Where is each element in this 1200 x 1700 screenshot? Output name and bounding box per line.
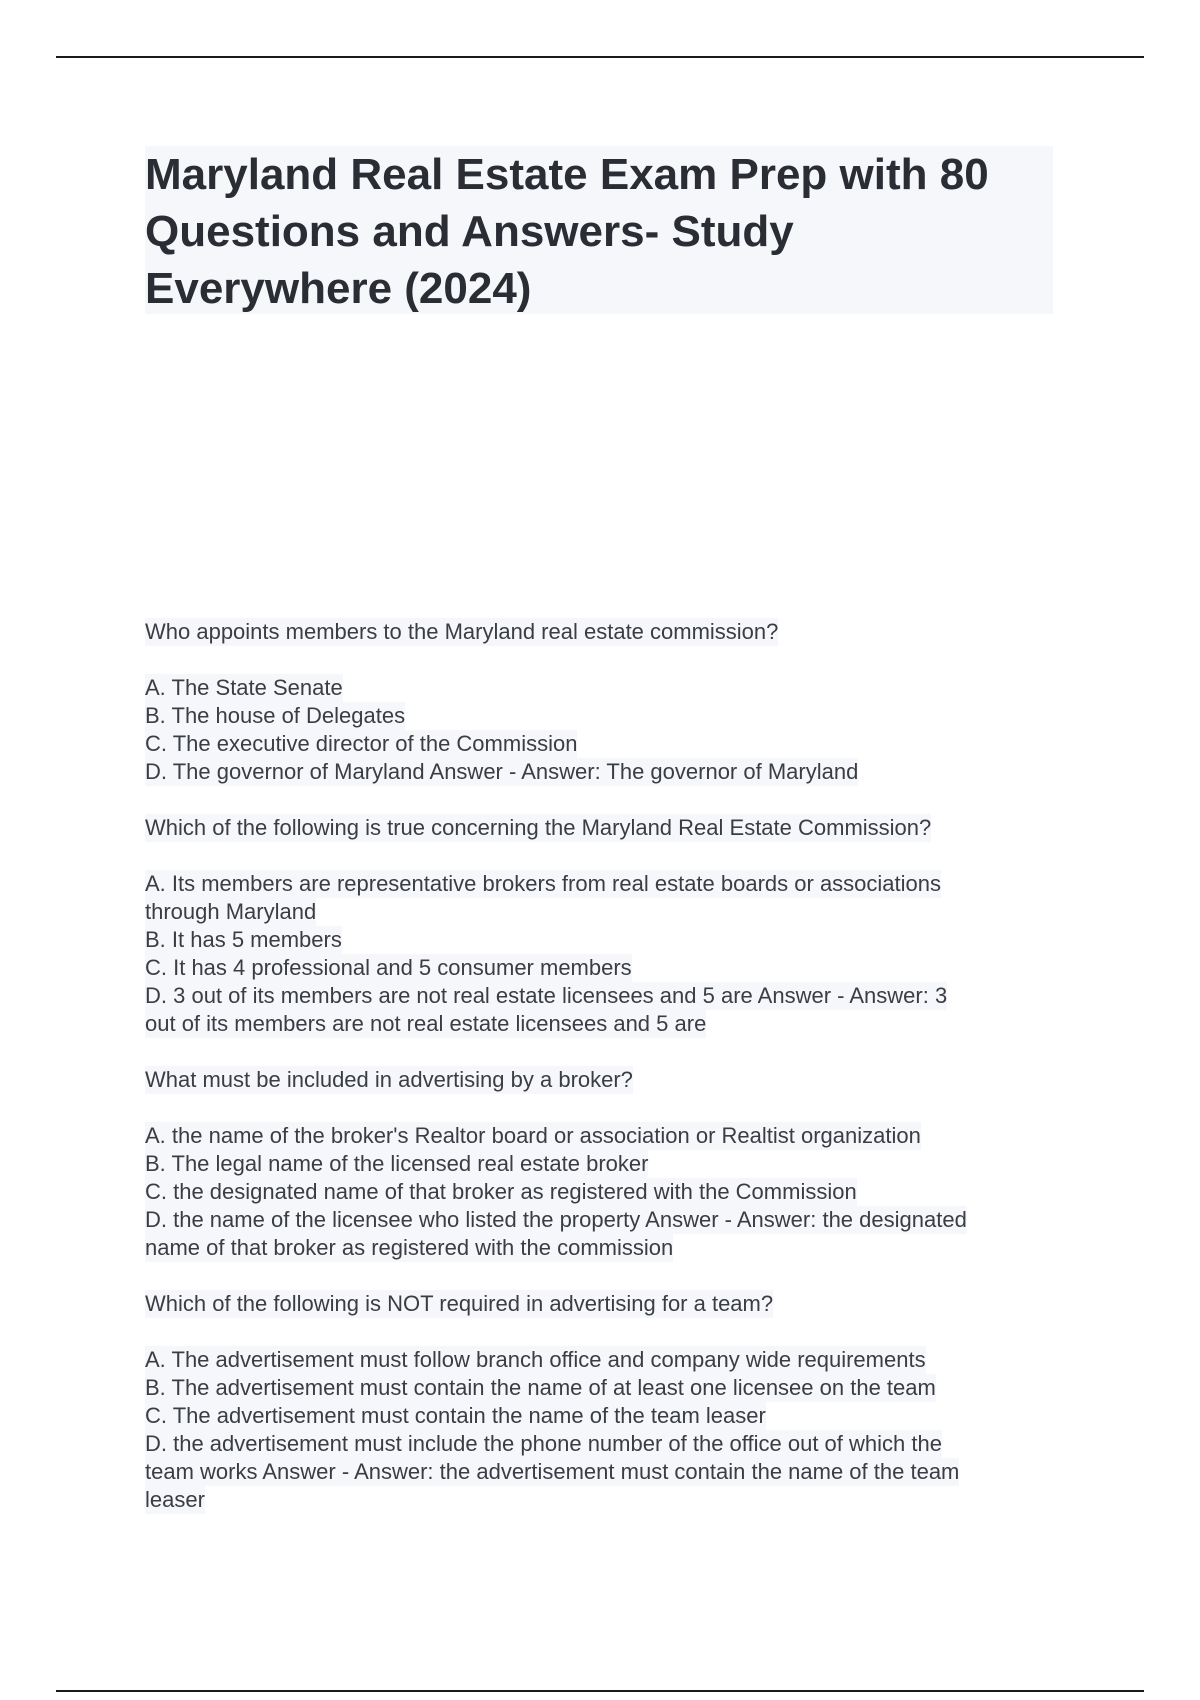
question-line: What must be included in advertising by a broker? (145, 1067, 633, 1092)
option-b: B. The house of Delegates (145, 703, 406, 728)
option-b: B. It has 5 members (145, 927, 342, 952)
question-text (145, 1066, 1057, 1094)
option-d: D. 3 out of its members are not real estate licensees and 5 are Answer - Answer: 3 (145, 983, 948, 1008)
question-block-1 (145, 618, 1057, 786)
document-title: Maryland Real Estate Exam Prep with 80 Questions and Answers- Study Everywhere (2024) (145, 146, 1053, 314)
option-d-continued: name of that broker as registered with the commission (145, 1235, 674, 1260)
option-d-continued: out of its members are not real estate licensees and 5 are (145, 1011, 707, 1036)
option-d: D. The governor of Maryland Answer - Answer: The governor of Maryland (145, 759, 859, 784)
option-a: A. The State Senate (145, 675, 343, 700)
option-d-continued: leaser (145, 1487, 205, 1512)
document-body (145, 146, 1057, 1514)
question-text (145, 618, 1057, 646)
question-line: Who appoints members to the Maryland real estate commission? (145, 619, 779, 644)
option-a: A. the name of the broker's Realtor board or association or Realtist organization (145, 1123, 921, 1148)
option-a-continued: through Maryland (145, 899, 317, 924)
option-d-continued: team works Answer - Answer: the advertisement must contain the name of the team (145, 1459, 960, 1484)
option-d: D. the advertisement must include the phone number of the office out of which the (145, 1431, 942, 1456)
option-c: C. The executive director of the Commission (145, 731, 578, 756)
question-text (145, 814, 1057, 842)
option-c: C. the designated name of that broker as registered with the Commission (145, 1179, 857, 1204)
answer-options (145, 674, 1057, 786)
option-c: C. It has 4 professional and 5 consumer members (145, 955, 632, 980)
option-a: A. Its members are representative brokers from real estate boards or associations (145, 871, 942, 896)
option-c: C. The advertisement must contain the name of the team leaser (145, 1403, 766, 1428)
question-block-4 (145, 1290, 1057, 1514)
question-text (145, 1290, 1057, 1318)
option-b: B. The legal name of the licensed real estate broker (145, 1151, 649, 1176)
answer-options (145, 1346, 1057, 1514)
question-line: Which of the following is true concerning the Maryland Real Estate Commission? (145, 815, 932, 840)
option-b: B. The advertisement must contain the name of at least one licensee on the team (145, 1375, 936, 1400)
question-block-2 (145, 814, 1057, 1038)
bottom-rule (56, 1690, 1144, 1692)
option-a: A. The advertisement must follow branch office and company wide requirements (145, 1347, 926, 1372)
option-d: D. the name of the licensee who listed the property Answer - Answer: the designated (145, 1207, 967, 1232)
question-block-3 (145, 1066, 1057, 1262)
answer-options (145, 1122, 1057, 1262)
top-rule (56, 56, 1144, 58)
blank-space (145, 314, 1057, 618)
question-line: Which of the following is NOT required in advertising for a team? (145, 1291, 774, 1316)
answer-options (145, 870, 1057, 1038)
